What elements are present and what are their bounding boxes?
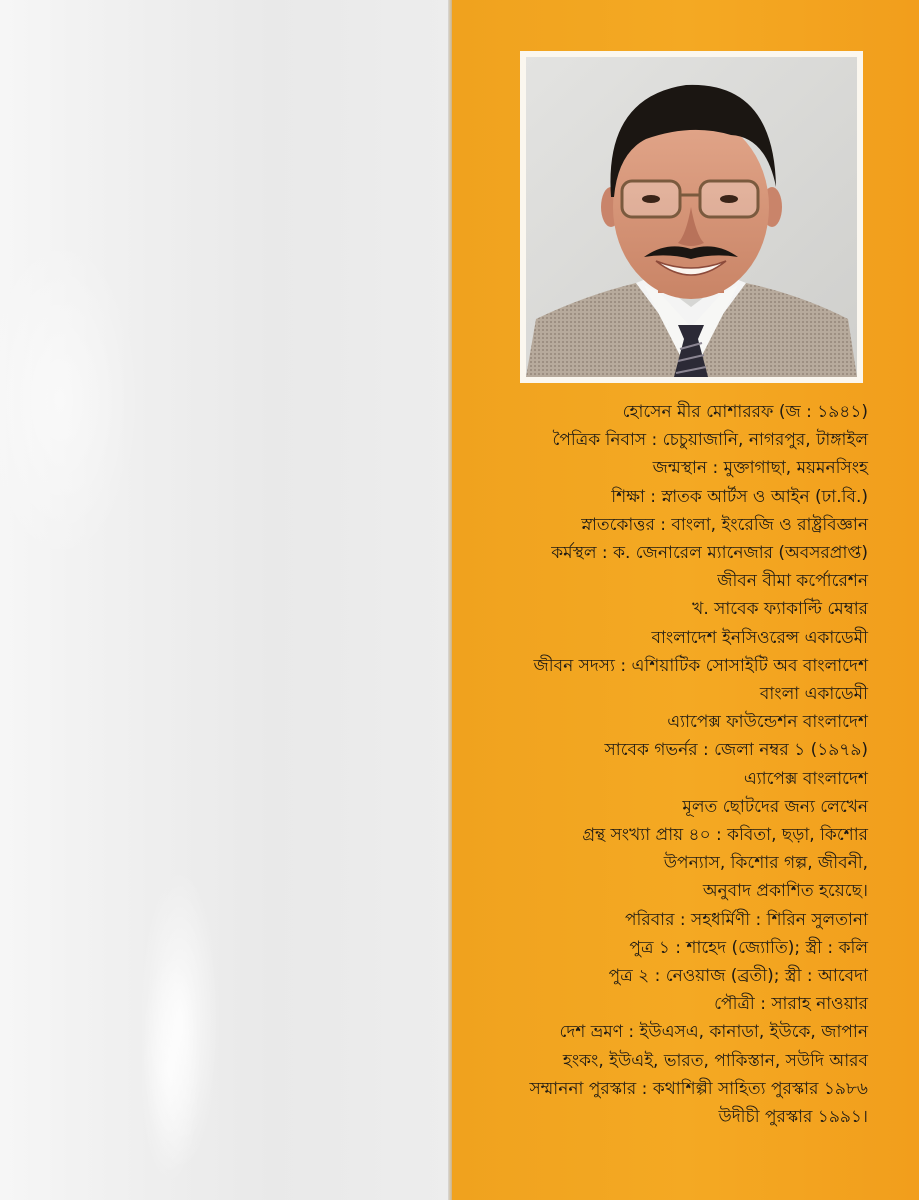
bio-line-bangla-academy: বাংলা একাডেমী [759,684,868,705]
bio-line-workplace: কর্মস্থল : ক. জেনারেল ম্যানেজার (অবসরপ্রাপ্ত) [551,543,868,564]
bio-line-postgraduate: স্নাতকোত্তর : বাংলা, ইংরেজি ও রাষ্ট্রবিজ্ঞান [581,514,868,535]
bio-line-education: শিক্ষা : স্নাতক আর্টস ও আইন (ঢা.বি.) [611,486,868,507]
bio-line-apex-foundation: এ্যাপেক্স ফাউন্ডেশন বাংলাদেশ [667,712,868,733]
bio-line-writes-for-children: মূলত ছোটদের জন্য লেখেন [682,796,868,817]
bio-line-family: পরিবার : সহধর্মিণী : শিরিন সুলতানা [624,909,868,930]
bio-line-udichi-award: উদীচী পুরস্কার ১৯৯১। [718,1107,868,1128]
bio-line-son-1: পুত্র ১ : শাহেদ (জ্যোতি); স্ত্রী : কলি [629,937,868,958]
bio-line-son-2: পুত্র ২ : নেওয়াজ (ব্রতী); স্ত্রী : আবেদা [608,966,868,987]
author-photo [526,57,857,377]
bio-line-name: হোসেন মীর মোশাররফ (জ : ১৯৪১) [622,402,868,422]
bio-line-faculty-org: বাংলাদেশ ইনসিওরেন্স একাডেমী [651,627,868,648]
bio-line-book-count: গ্রন্থ সংখ্যা প্রায় ৪০ : কবিতা, ছড়া, কিশোর [582,825,868,846]
bio-line-faculty: খ. সাবেক ফ্যাকাল্টি মেম্বার [692,599,868,620]
bio-line-former-governor: সাবেক গভর্নর : জেলা নম্বর ১ (১৯৭৯) [604,740,868,761]
bio-line-travel-more: হংকং, ইউএই, ভারত, পাকিস্তান, সউদি আরব [562,1050,868,1071]
bio-line-apex-bangladesh: এ্যাপেক্স বাংলাদেশ [743,768,868,789]
bio-line-workplace-org: জীবন বীমা কর্পোরেশন [717,571,868,592]
author-bio [470,398,868,1131]
blank-paper-area [0,0,452,1200]
bio-line-award: সম্মাননা পুরস্কার : কথাশিল্পী সাহিত্য পুরস্কার ১৯৮৬ [529,1078,868,1099]
bio-line-life-member: জীবন সদস্য : এশিয়াটিক সোসাইটি অব বাংলাদেশ [533,655,868,676]
bio-line-translations: অনুবাদ প্রকাশিত হয়েছে। [702,881,868,902]
bio-line-birthplace: জন্মস্থান : মুক্তাগাছা, ময়মনসিংহ [652,458,868,479]
bio-line-granddaughter: পৌত্রী : সারাহ নাওয়ার [714,994,868,1015]
author-photo-frame [520,51,863,383]
bio-line-ancestral-home: পৈত্রিক নিবাস : চেচুয়াজানি, নাগরপুর, টাঙ্গাইল [552,430,868,451]
bio-line-travel: দেশ ভ্রমণ : ইউএসএ, কানাডা, ইউকে, জাপান [559,1022,868,1043]
bio-line-genres: উপন্যাস, কিশোর গল্প, জীবনী, [663,853,868,874]
